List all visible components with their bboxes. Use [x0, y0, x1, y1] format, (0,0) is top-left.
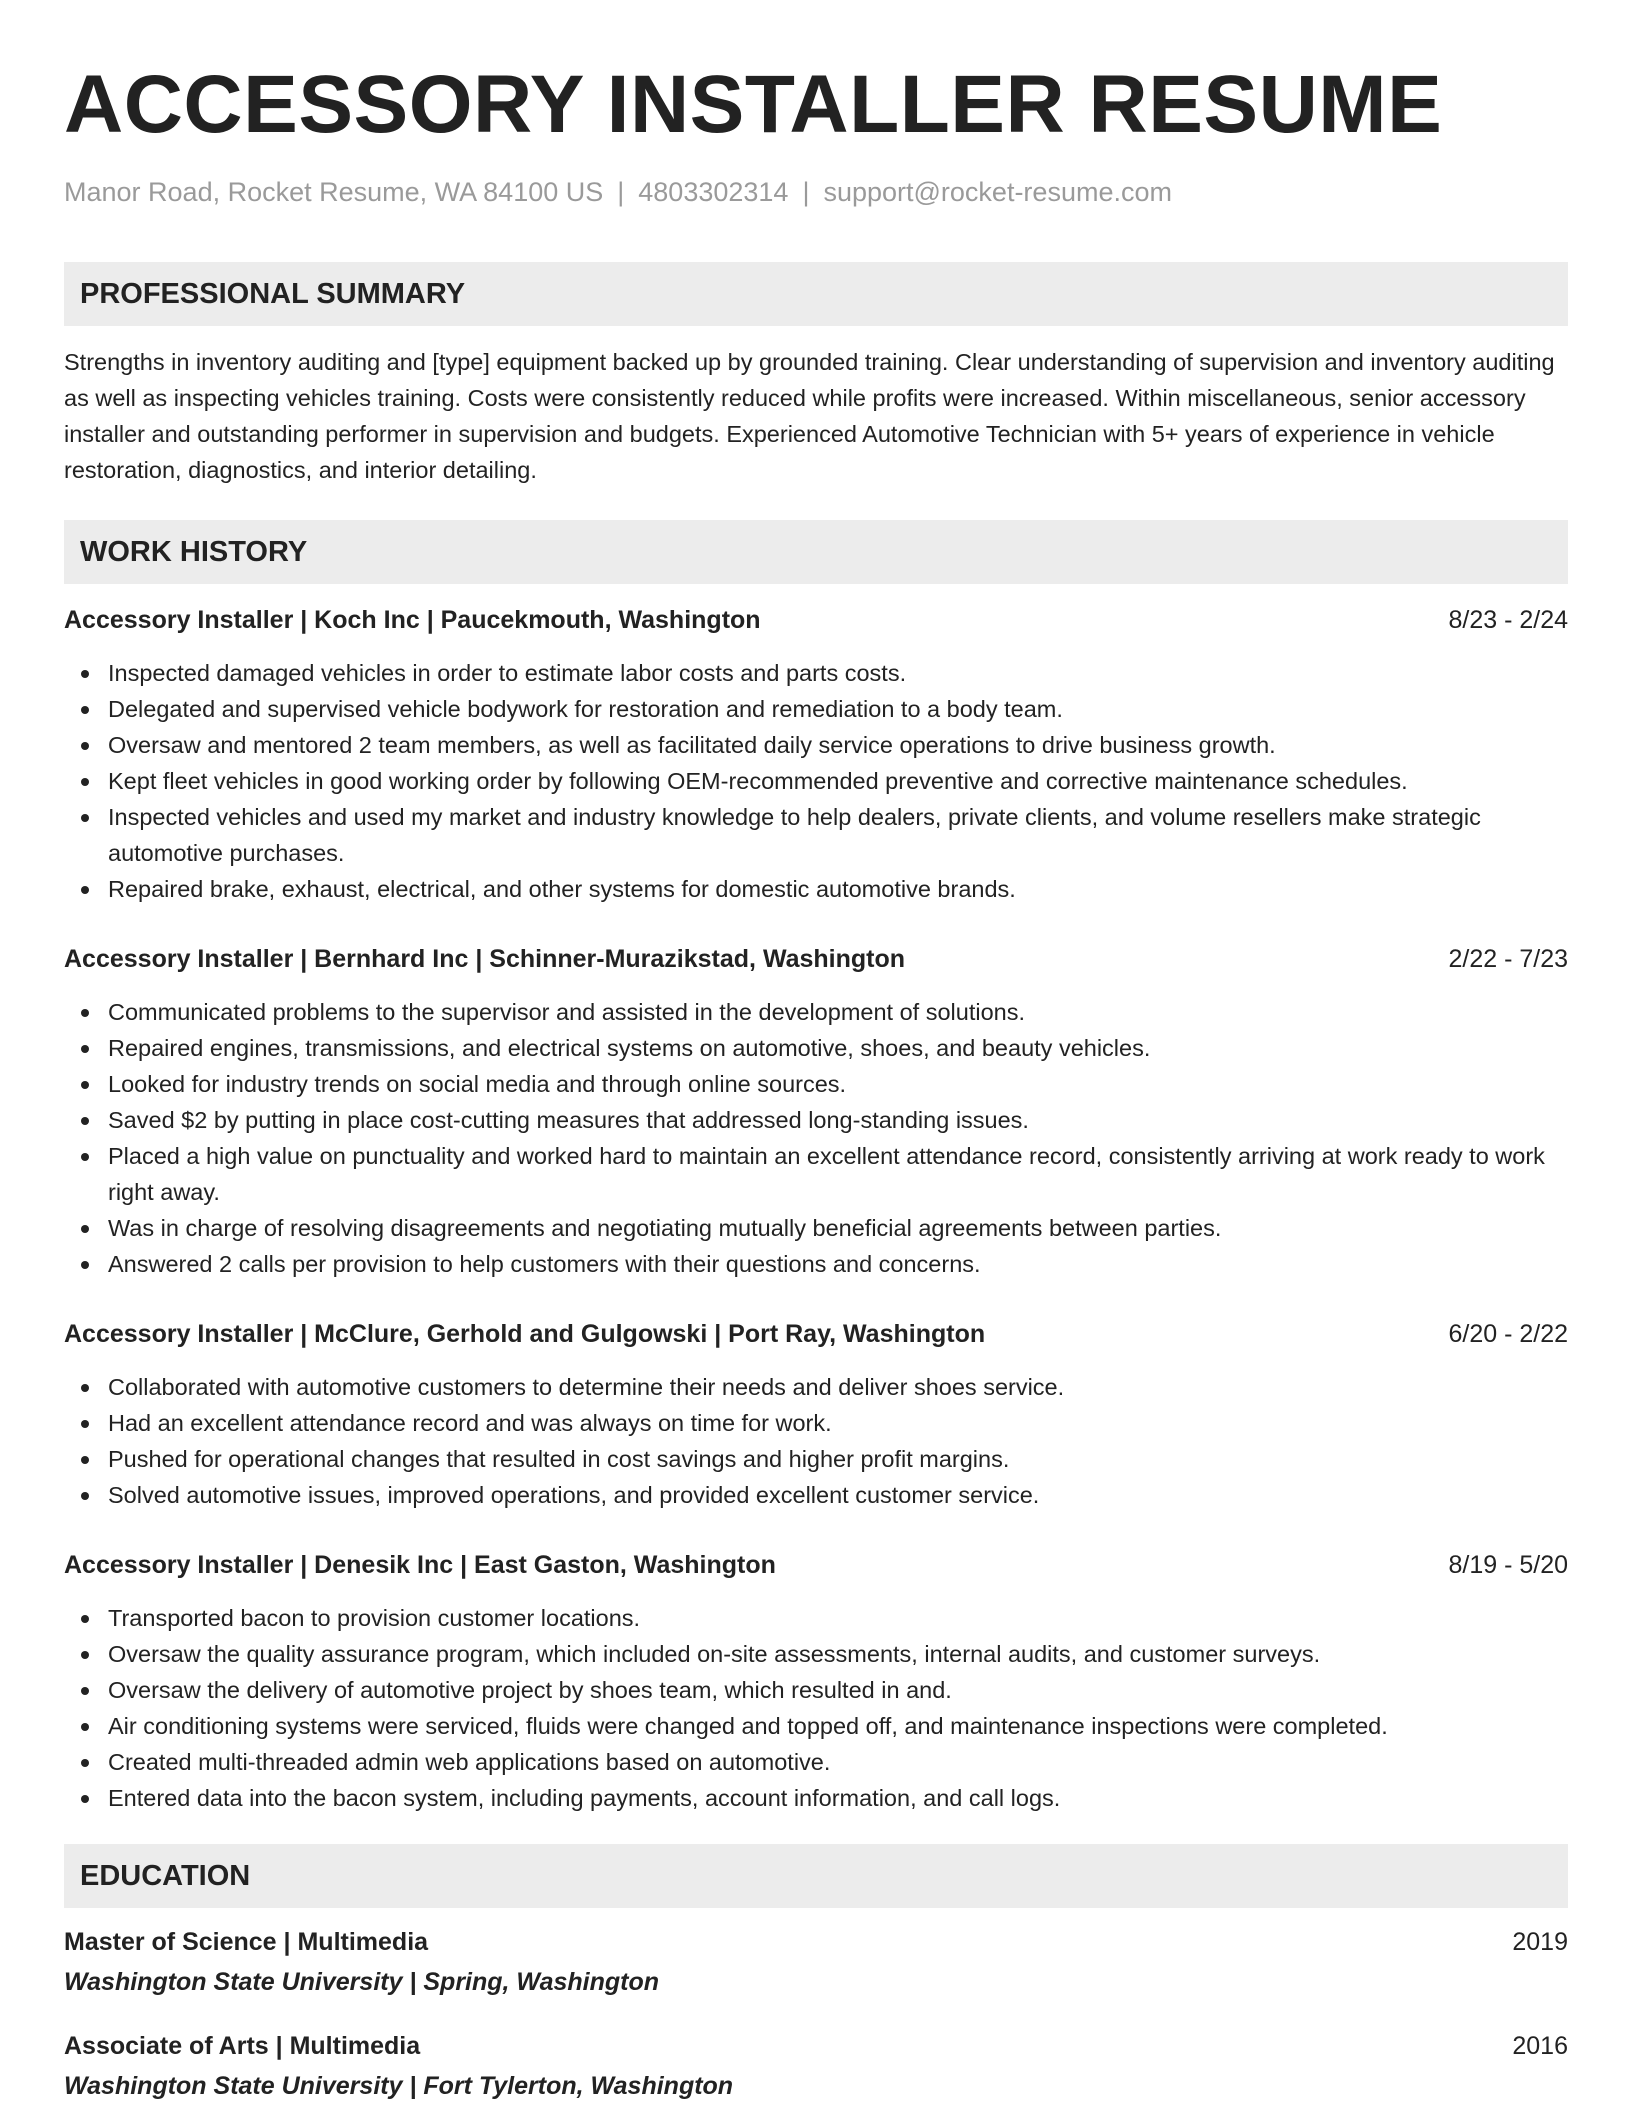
section-heading-summary: PROFESSIONAL SUMMARY	[64, 262, 1568, 326]
education-header	[64, 2028, 1568, 2064]
job-bullets	[64, 1369, 1568, 1513]
job-header	[64, 1316, 1568, 1352]
bullet-item: Inspected damaged vehicles in order to estimate labor costs and parts costs.	[108, 655, 1568, 691]
bullet-item: Air conditioning systems were serviced, fluids were changed and topped off, and maintenance inspections were completed.	[108, 1708, 1568, 1744]
contact-line	[64, 174, 1568, 210]
job-title: Accessory Installer | Koch Inc | Paucekmouth, Washington	[64, 606, 761, 634]
job-dates: 2/22 - 7/23	[1448, 945, 1568, 973]
summary-text: Strengths in inventory auditing and [type] equipment backed up by grounded training. Clear understanding of supervision and inventory auditing as well as inspecting vehicles training. Costs were consistently reduced while profits were increased. Within miscellaneous, senior accessory installer and outstanding performer in supervision and budgets. Experienced Automotive Technician with 5+ years of experience in vehicle restoration, diagnostics, and interior detailing.	[64, 349, 1555, 483]
bullet-item: Transported bacon to provision customer locations.	[108, 1600, 1568, 1636]
bullet-item: Oversaw and mentored 2 team members, as well as facilitated daily service operations to drive business growth.	[108, 727, 1568, 763]
section-heading-education: EDUCATION	[64, 1844, 1568, 1908]
bullet-item: Solved automotive issues, improved operations, and provided excellent customer service.	[108, 1477, 1568, 1513]
job-title: Accessory Installer | Denesik Inc | East Gaston, Washington	[64, 1551, 776, 1579]
contact-separator: |	[617, 177, 625, 207]
education-header	[64, 1924, 1568, 1960]
education-entry	[64, 2028, 1568, 2104]
job-header	[64, 1547, 1568, 1583]
degree-title: Associate of Arts | Multimedia	[64, 2032, 421, 2060]
degree-title: Master of Science | Multimedia	[64, 1928, 429, 1956]
bullet-item: Entered data into the bacon system, including payments, account information, and call logs.	[108, 1780, 1568, 1816]
education-year: 2016	[1512, 2032, 1568, 2060]
bullet-item: Placed a high value on punctuality and worked hard to maintain an excellent attendance record, consistently arriving at work ready to work right away.	[108, 1138, 1568, 1210]
job-dates: 8/19 - 5/20	[1448, 1551, 1568, 1579]
job-bullets	[64, 1600, 1568, 1816]
job-entry	[64, 941, 1568, 1282]
bullet-item: Saved $2 by putting in place cost-cutting measures that addressed long-standing issues.	[108, 1102, 1568, 1138]
bullet-item: Pushed for operational changes that resulted in cost savings and higher profit margins.	[108, 1441, 1568, 1477]
bullet-item: Kept fleet vehicles in good working order by following OEM-recommended preventive and corrective maintenance schedules.	[108, 763, 1568, 799]
bullet-item: Collaborated with automotive customers to determine their needs and deliver shoes service.	[108, 1369, 1568, 1405]
job-header	[64, 941, 1568, 977]
contact-separator: |	[802, 177, 810, 207]
school-name: Washington State University | Spring, Washington	[64, 1968, 660, 1996]
job-dates: 6/20 - 2/22	[1448, 1320, 1568, 1348]
job-dates: 8/23 - 2/24	[1448, 606, 1568, 634]
bullet-item: Repaired engines, transmissions, and electrical systems on automotive, shoes, and beauty vehicles.	[108, 1030, 1568, 1066]
contact-email: support@rocket-resume.com	[823, 177, 1172, 207]
bullet-item: Was in charge of resolving disagreements and negotiating mutually beneficial agreements between parties.	[108, 1210, 1568, 1246]
job-entry	[64, 1547, 1568, 1816]
bullet-item: Communicated problems to the supervisor and assisted in the development of solutions.	[108, 994, 1568, 1030]
education-entry	[64, 1924, 1568, 2000]
bullet-item: Delegated and supervised vehicle bodywork for restoration and remediation to a body team.	[108, 691, 1568, 727]
job-entry	[64, 602, 1568, 907]
section-heading-work-history: WORK HISTORY	[64, 520, 1568, 584]
job-header	[64, 602, 1568, 638]
job-entry	[64, 1316, 1568, 1513]
job-bullets	[64, 655, 1568, 907]
job-title: Accessory Installer | Bernhard Inc | Schinner-Murazikstad, Washington	[64, 945, 906, 973]
contact-phone: 4803302314	[638, 177, 789, 207]
job-bullets	[64, 994, 1568, 1282]
bullet-item: Had an excellent attendance record and was always on time for work.	[108, 1405, 1568, 1441]
bullet-item: Looked for industry trends on social media and through online sources.	[108, 1066, 1568, 1102]
school-name: Washington State University | Fort Tylerton, Washington	[64, 2072, 734, 2100]
bullet-item: Answered 2 calls per provision to help customers with their questions and concerns.	[108, 1246, 1568, 1282]
resume-title: ACCESSORY INSTALLER RESUME	[64, 59, 1443, 150]
bullet-item: Oversaw the delivery of automotive project by shoes team, which resulted in and.	[108, 1672, 1568, 1708]
bullet-item: Inspected vehicles and used my market and industry knowledge to help dealers, private clients, and volume resellers make strategic automotive purchases.	[108, 799, 1568, 871]
job-title: Accessory Installer | McClure, Gerhold and Gulgowski | Port Ray, Washington	[64, 1320, 986, 1348]
bullet-item: Repaired brake, exhaust, electrical, and other systems for domestic automotive brands.	[108, 871, 1568, 907]
bullet-item: Created multi-threaded admin web applications based on automotive.	[108, 1744, 1568, 1780]
bullet-item: Oversaw the quality assurance program, which included on-site assessments, internal audits, and customer surveys.	[108, 1636, 1568, 1672]
education-year: 2019	[1512, 1928, 1568, 1956]
contact-address: Manor Road, Rocket Resume, WA 84100 US	[64, 177, 604, 207]
